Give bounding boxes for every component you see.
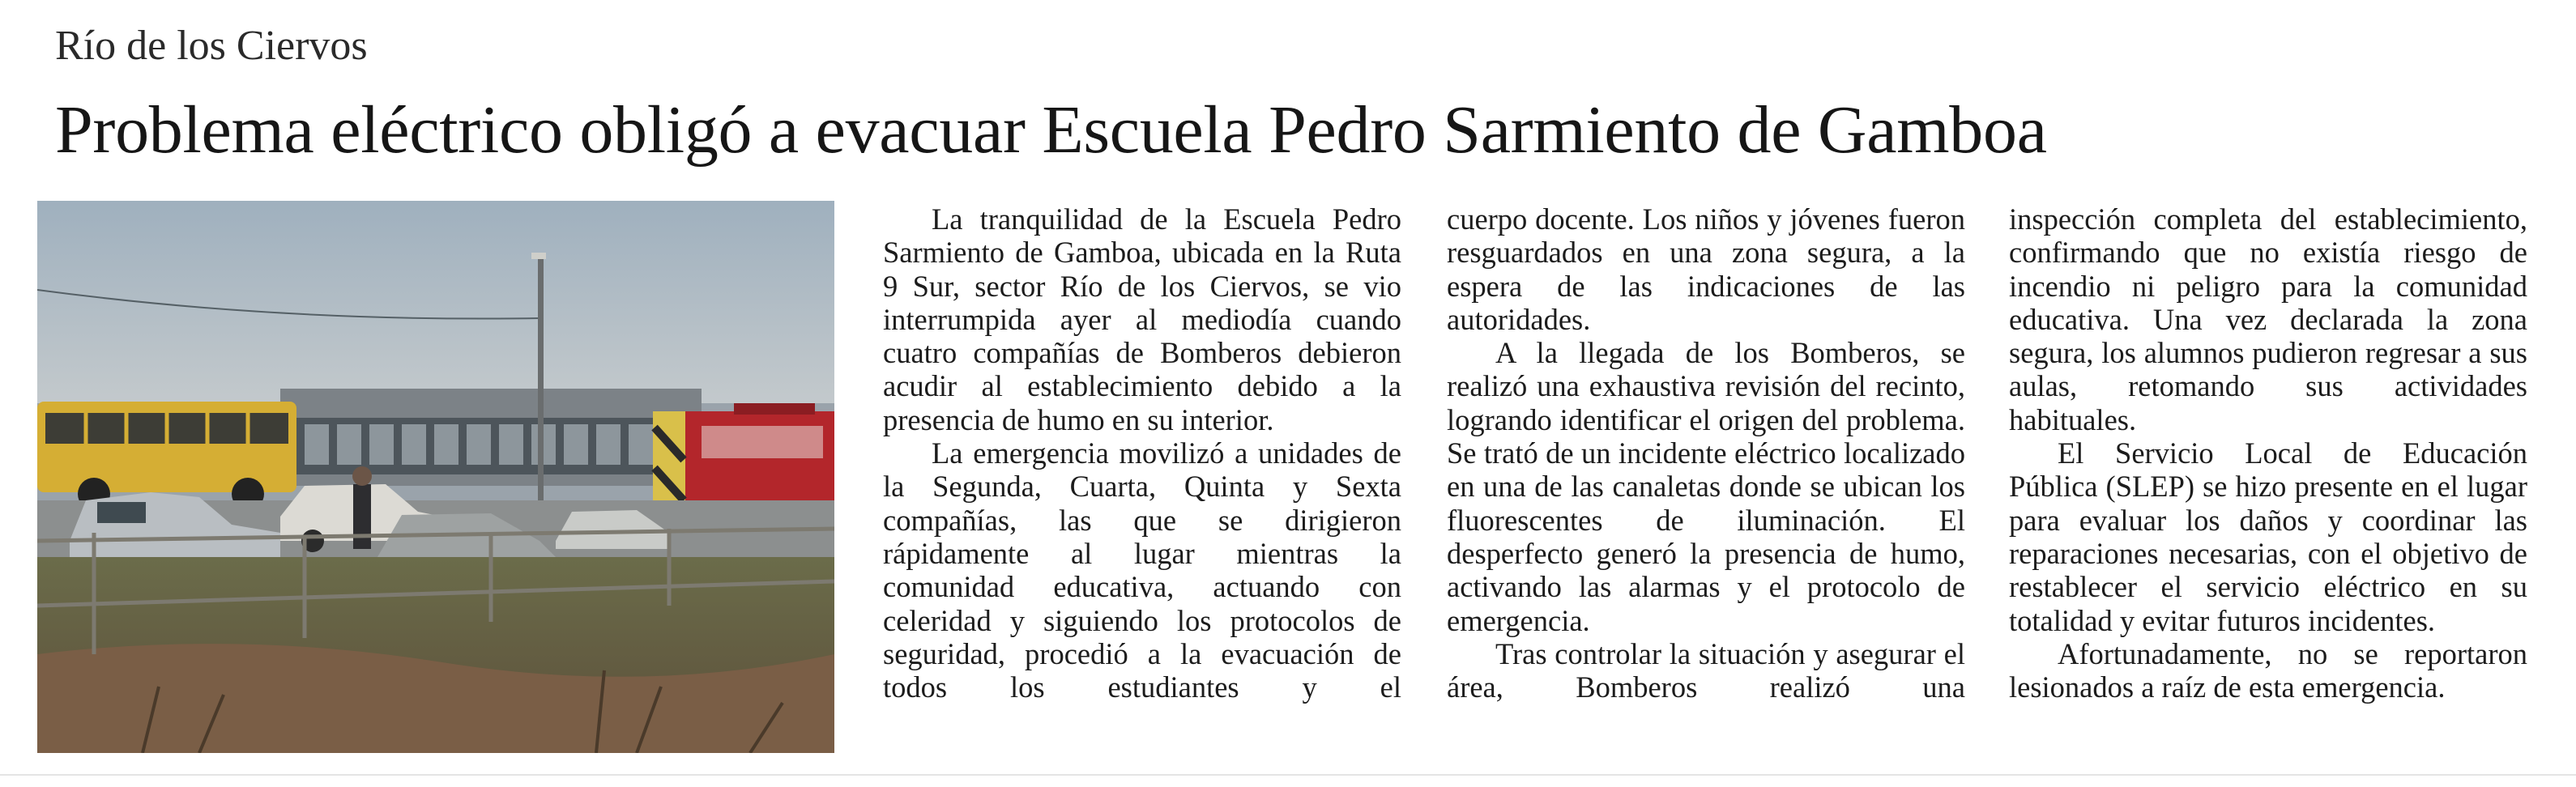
article-column-3	[2009, 202, 2527, 704]
article-column-1	[883, 202, 1401, 704]
person	[353, 484, 371, 549]
news-photo	[37, 201, 834, 753]
light-pole	[538, 257, 544, 525]
page-bottom-rule	[0, 774, 2576, 776]
paragraph: Afortunadamente, no se reportaron lesionados a raíz de esta emergencia.	[2009, 636, 2527, 704]
paragraph: El Servicio Local de Educación Pública (SLEP) se hizo presente en el lugar para evaluar los daños y coordinar las reparaciones necesarias, con el objetivo de restablecer el servicio eléctrico en su totalidad y evitar futuros incidentes.	[2009, 436, 2527, 637]
paragraph: A la llegada de los Bomberos, se realizó una exhaustiva revisión del recinto, logrando identificar el origen del problema. Se trató de un incidente eléctrico localizado en una de las canaletas donde se ubican los fluorescentes de iluminación. El desperfecto generó la presencia de humo, activando las alarmas y el protocolo de emergencia.	[1447, 336, 1965, 637]
paragraph: Tras controlar la situación y asegurar el área, Bomberos realizó una	[1447, 636, 1965, 704]
paragraph: inspección completa del establecimiento, confirmando que no existía riesgo de incendio ni peligro para la comunidad educativa. Una vez declarada la zona segura, los alumnos pudieron regresar a sus aulas, retomando sus actividades habituales.	[2009, 202, 2527, 436]
sky	[37, 201, 834, 403]
paragraph: cuerpo docente. Los niños y jóvenes fueron resguardados en una zona segura, a la espera de las indicaciones de las autoridades.	[1447, 202, 1965, 336]
article-headline: Problema eléctrico obligó a evacuar Escuela Pedro Sarmiento de Gamboa	[55, 92, 2047, 168]
section-kicker: Río de los Ciervos	[55, 23, 368, 69]
news-photo-icon	[37, 201, 834, 753]
article-column-2	[1447, 202, 1965, 704]
paragraph: La tranquilidad de la Escuela Pedro Sarmiento de Gamboa, ubicada en la Ruta 9 Sur, sector Río de los Ciervos, se vio interrumpida ayer al mediodía cuando cuatro compañías de Bomberos debieron acudir al establecimiento debido a la presencia de humo en su interior.	[883, 202, 1401, 436]
paragraph: La emergencia movilizó a unidades de la Segunda, Cuarta, Quinta y Sexta compañías, las que se dirigieron rápidamente al lugar mientras la comunidad educativa, actuando con celeridad y siguiendo los protocolos de seguridad, procedió a la evacuación de todos los estudiantes y el	[883, 436, 1401, 704]
